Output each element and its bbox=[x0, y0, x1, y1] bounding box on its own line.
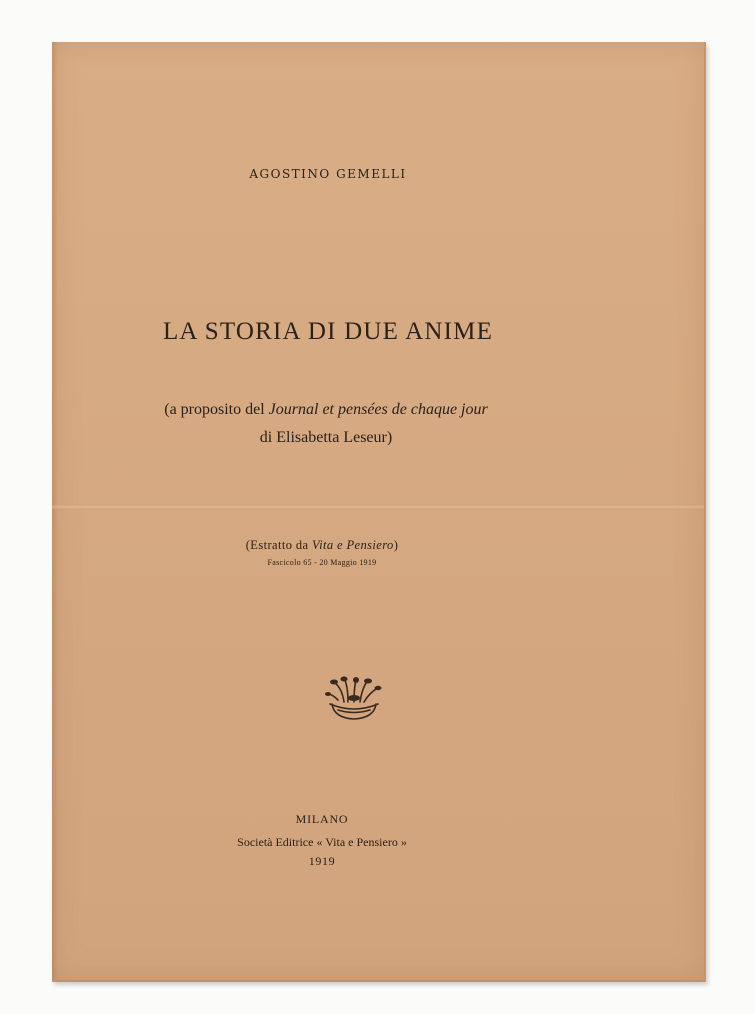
subtitle-italic-work: Journal et pensées de chaque jour bbox=[268, 401, 488, 418]
imprint-year: 1919 bbox=[308, 854, 336, 868]
extract-journal: Vita e Pensiero bbox=[312, 538, 394, 552]
book-subtitle bbox=[0, 396, 652, 452]
subtitle-line2: di Elisabetta Leseur) bbox=[259, 429, 393, 446]
author-name: AGOSTINO GEMELLI bbox=[249, 167, 407, 181]
issue-line: Fascicolo 65 - 20 Maggio 1919 bbox=[267, 558, 377, 567]
extract-suffix: ) bbox=[393, 538, 399, 552]
extract-prefix: (Estratto da bbox=[245, 538, 313, 552]
publisher-emblem-icon bbox=[324, 674, 384, 722]
extract-note bbox=[0, 538, 648, 553]
cover-fold-line bbox=[52, 504, 704, 510]
book-title: LA STORIA DI DUE ANIME bbox=[162, 318, 494, 345]
subtitle-prefix: (a proposito del bbox=[164, 401, 269, 418]
imprint-city: MILANO bbox=[295, 812, 349, 826]
imprint-publisher: Società Editrice « Vita e Pensiero » bbox=[237, 835, 407, 849]
book-cover bbox=[52, 42, 706, 982]
